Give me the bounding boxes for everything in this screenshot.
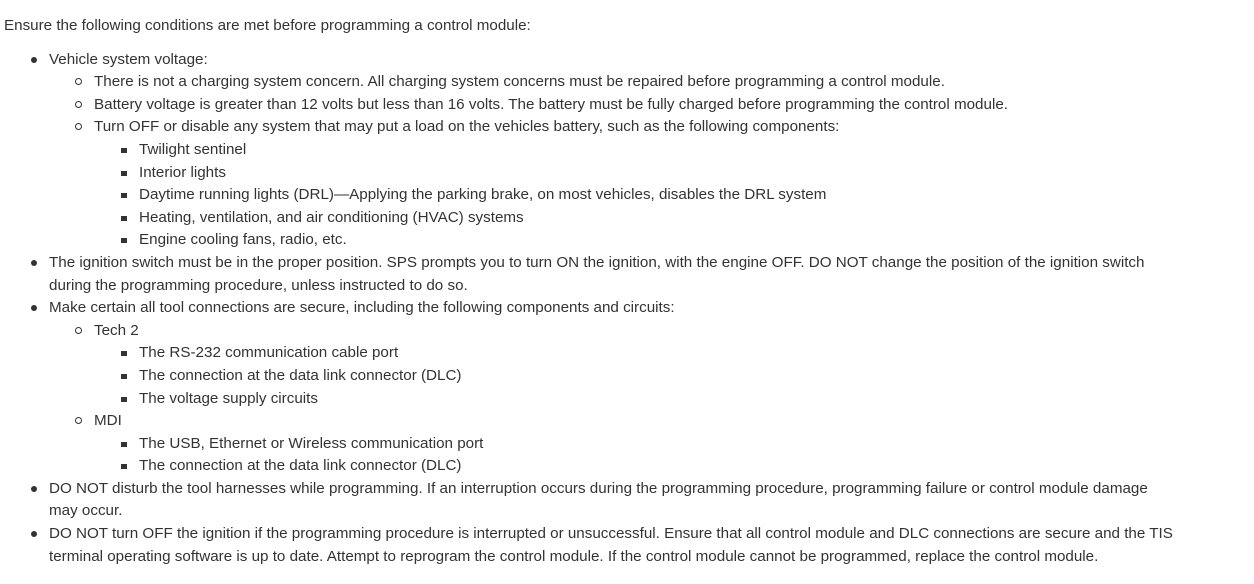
bullet-square-icon (121, 374, 127, 379)
list-item-text-line: DO NOT disturb the tool harnesses while programming. If an interruption occurs during the programming procedure, programming failure or control module damage (49, 479, 1148, 497)
bullet-square-icon (121, 148, 127, 153)
list-item (4, 252, 1244, 297)
bullet-circle-icon (75, 417, 82, 424)
bullet-circle-icon (75, 101, 82, 108)
bullet-disc-icon (31, 531, 37, 537)
bullet-disc-icon (31, 57, 37, 63)
list-item-text: There is not a charging system concern. All charging system concerns must be repaired before programming a control module. (94, 73, 945, 91)
list-item-text-line: terminal operating software is up to date. Attempt to reprogram the control module. If the control module cannot be programmed, replace the control module. (49, 547, 1099, 565)
bullet-square-icon (121, 238, 127, 243)
list-item (4, 71, 1244, 94)
list-item-text: Twilight sentinel (139, 140, 247, 158)
list-item-text: Daytime running lights (DRL)—Applying the parking brake, on most vehicles, disables the DRL system (139, 186, 827, 204)
list-item (4, 455, 1244, 478)
list-item (4, 297, 1244, 478)
list-item-text: The voltage supply circuits (139, 389, 318, 407)
list-item-text: Tech 2 (94, 321, 139, 339)
bullet-circle-icon (75, 327, 82, 334)
list-item (4, 94, 1244, 117)
sublist (4, 433, 1244, 478)
list-item (4, 478, 1244, 523)
bullet-square-icon (121, 464, 127, 469)
list-item (4, 365, 1244, 388)
bullet-square-icon (121, 351, 127, 356)
bullet-disc-icon (31, 260, 37, 266)
list-item (4, 207, 1244, 230)
list-item (4, 49, 1244, 252)
list-item (4, 388, 1244, 411)
list-item (4, 139, 1244, 162)
list-item (4, 342, 1244, 365)
list-item (4, 162, 1244, 185)
sublist (4, 71, 1244, 252)
list-item (4, 320, 1244, 410)
bullet-square-icon (121, 193, 127, 198)
list-item-text: Battery voltage is greater than 12 volts but less than 16 volts. The battery must be fully charged before programming the control module. (94, 95, 1008, 113)
sublist (4, 342, 1244, 410)
list-item-text: Turn OFF or disable any system that may put a load on the vehicles battery, such as the following components: (94, 118, 840, 136)
list-item (4, 116, 1244, 252)
list-item-text-line: may occur. (49, 502, 123, 520)
bullet-square-icon (121, 216, 127, 221)
list-item (4, 410, 1244, 478)
conditions-list (4, 49, 1244, 569)
list-item-text: Interior lights (139, 163, 226, 181)
list-item-text: The RS-232 communication cable port (139, 344, 399, 362)
sublist (4, 320, 1244, 478)
list-item-text: Vehicle system voltage: (49, 50, 208, 68)
bullet-circle-icon (75, 78, 82, 85)
list-item-text: Engine cooling fans, radio, etc. (139, 231, 347, 249)
list-item-text-line: The ignition switch must be in the proper position. SPS prompts you to turn ON the ignition, with the engine OFF. DO NOT change the position of the ignition switch (49, 253, 1145, 271)
list-item-text-line: during the programming procedure, unless instructed to do so. (49, 276, 468, 294)
list-item-text: The connection at the data link connector (DLC) (139, 366, 462, 384)
bullet-circle-icon (75, 123, 82, 130)
list-item (4, 433, 1244, 456)
list-item-text: Make certain all tool connections are secure, including the following components and circuits: (49, 299, 675, 317)
list-item (4, 229, 1244, 252)
list-item (4, 523, 1244, 568)
sublist (4, 139, 1244, 252)
bullet-disc-icon (31, 486, 37, 492)
list-item (4, 184, 1244, 207)
list-item-text: The USB, Ethernet or Wireless communication port (139, 434, 484, 452)
list-item-text: Heating, ventilation, and air conditioning (HVAC) systems (139, 208, 524, 226)
bullet-disc-icon (31, 305, 37, 311)
list-item-text: The connection at the data link connector (DLC) (139, 457, 462, 475)
list-item-text-line: DO NOT turn OFF the ignition if the programming procedure is interrupted or unsuccessful. Ensure that all control module and DLC connections are secure and the TIS (49, 525, 1173, 543)
list-item-text: MDI (94, 412, 122, 430)
intro-text: Ensure the following conditions are met before programming a control module: (4, 17, 531, 34)
bullet-square-icon (121, 397, 127, 402)
bullet-square-icon (121, 442, 127, 447)
bullet-square-icon (121, 171, 127, 176)
